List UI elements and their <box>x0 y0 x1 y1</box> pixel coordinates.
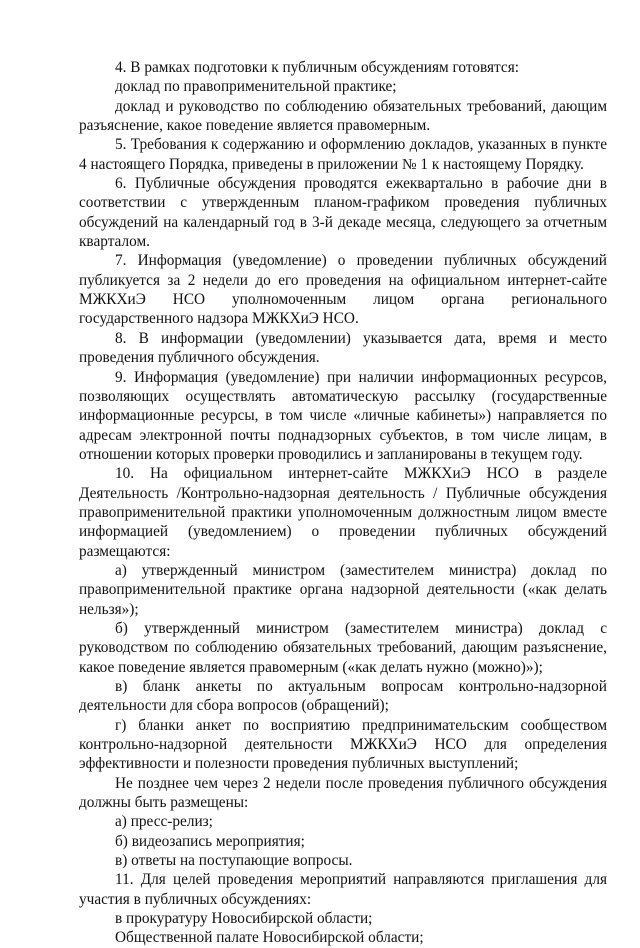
paragraph-10-after-item-a: а) пресс-релиз; <box>115 813 213 831</box>
paragraph-10-after: Не позднее чем через 2 недели после проведения публичного обсуждения должны быть размещены: <box>79 774 607 812</box>
paragraph-10-item-g: г) бланки анкет по восприятию предпринимательским сообществом контрольно-надзорной деятельности МЖКХиЭ НСО для определения эффективности и полезности проведения публичных выступлений; <box>79 716 607 773</box>
document-page <box>79 58 607 948</box>
paragraph-11-item-chamber: Общественной палате Новосибирской области; <box>115 929 424 947</box>
paragraph-10-after-item-v: в) ответы на поступающие вопросы. <box>115 852 353 870</box>
paragraph-6: 6. Публичные обсуждения проводятся ежеквартально в рабочие дни в соответствии с утвержденным планом-графиком проведения публичных обсуждений на календарный год в 3-й декаде месяца, следующего за отчетным кварталом. <box>79 175 607 251</box>
paragraph-7: 7. Информация (уведомление) о проведении публичных обсуждений публикуется за 2 недели до его проведения на официальном интернет-сайте МЖКХиЭ НСО уполномоченным лицом органа регионального государственного надзора МЖКХиЭ НСО. <box>79 252 607 328</box>
paragraph-9: 9. Информация (уведомление) при наличии информационных ресурсов, позволяющих осуществлять автоматическую рассылку (государственные информационные ресурсы, в том числе «личные кабинеты») направляется по адресам электронной почты поднадзорных субъектов, в том числе лицам, в отношении которых проверки проводились и запланированы в текущем году. <box>79 368 607 463</box>
paragraph-4-item-guide: доклад и руководство по соблюдению обязательных требований, дающим разъяснение, какое поведение является правомерным. <box>79 97 607 135</box>
paragraph-10-item-a: а) утвержденный министром (заместителем министра) доклад по правоприменительной практике органа надзорной деятельности («как делать нельзя»); <box>79 561 607 618</box>
paragraph-8: 8. В информации (уведомлении) указывается дата, время и место проведения публичного обсуждения. <box>79 329 607 367</box>
paragraph-10-item-v: в) бланк анкеты по актуальным вопросам контрольно-надзорной деятельности для сбора вопросов (обращений); <box>79 678 607 715</box>
paragraph-11-item-prosecutor: в прокуратуру Новосибирской области; <box>115 910 373 928</box>
paragraph-4-item-report: доклад по правоприменительной практике; <box>115 78 397 96</box>
paragraph-11: 11. Для целей проведения мероприятий направляются приглашения для участия в публичных обсуждениях: <box>79 871 607 908</box>
paragraph-10-item-b: б) утвержденный министром (заместителем министра) доклад с руководством по соблюдению обязательных требований, дающим разъяснение, какое поведение является правомерным («как делать нужно (можно)»); <box>79 619 607 676</box>
paragraph-5: 5. Требования к содержанию и оформлению докладов, указанных в пункте 4 настоящего Порядка, приведены в приложении № 1 к настоящему Порядку. <box>79 136 607 173</box>
paragraph-4-intro: 4. В рамках подготовки к публичным обсуждениям готовятся: <box>115 59 519 76</box>
paragraph-10: 10. На официальном интернет-сайте МЖКХиЭ НСО в разделе Деятельность /Контрольно-надзорная деятельность / Публичные обсуждения правоприменительной практики уполномоченным должностным лицом вместе информацией (уведомлением) о проведении публичных обсуждений размещаются: <box>79 465 607 560</box>
paragraph-10-after-item-b: б) видеозапись мероприятия; <box>115 832 305 850</box>
